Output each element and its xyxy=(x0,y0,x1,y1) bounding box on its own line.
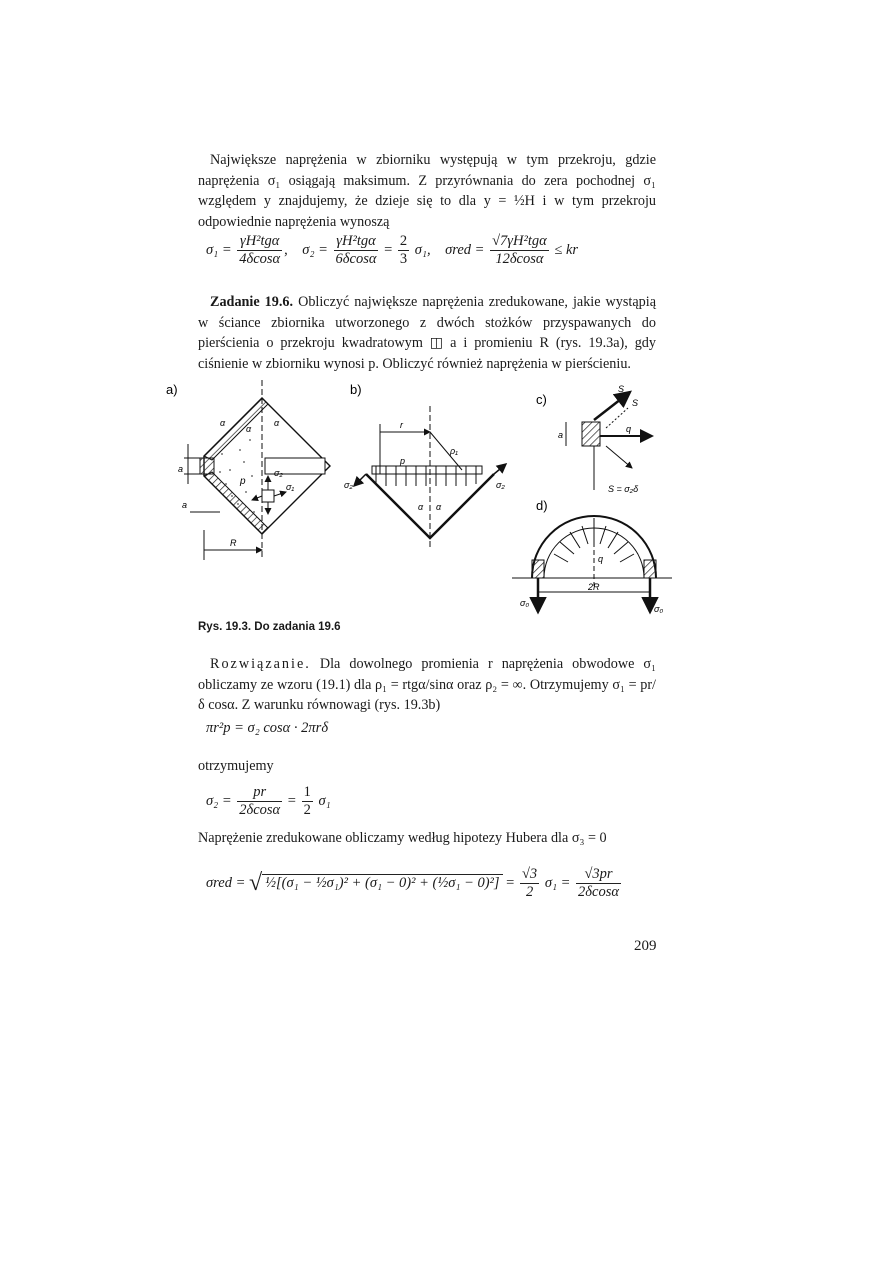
eq-two-thirds-den: 3 xyxy=(399,251,408,267)
eq3-half-den: 2 xyxy=(303,802,311,818)
eq-two-thirds xyxy=(398,233,409,268)
label-sigma2-b-left: σ₂ xyxy=(344,480,353,490)
label-a-vertical: a xyxy=(178,464,184,474)
figure-part-a xyxy=(166,380,330,560)
label-alpha-b1: α xyxy=(418,502,424,512)
label-S1-c: S xyxy=(618,384,625,394)
label-alpha-a1: α xyxy=(220,418,226,428)
figure-19-3 xyxy=(160,380,680,616)
figure-caption: Rys. 19.3. Do zadania 19.6 xyxy=(198,621,341,633)
eq4-f1-num: √3 xyxy=(521,866,538,882)
eq-sigma1-lhs: σ₁ = xyxy=(206,241,232,258)
huber-paragraph: Naprężenie zredukowane obliczamy według hipotezy Hubera dla σ₃ = 0 xyxy=(198,830,607,846)
eq-sred-lhs: σred = xyxy=(445,241,485,258)
eq4-fraction1 xyxy=(520,866,539,901)
eq-sigma1-den: 4δcosα xyxy=(239,251,281,267)
figure-part-d xyxy=(512,498,672,614)
label-S2-c: S xyxy=(632,398,639,408)
eq-sigma2-fraction xyxy=(334,233,379,268)
label-alpha-a3: α xyxy=(274,418,280,428)
label-a: a) xyxy=(166,382,178,397)
equation-sigma2 xyxy=(206,784,331,819)
eq3-num: pr xyxy=(237,784,282,802)
solution-label: Rozwiązanie. xyxy=(210,656,311,672)
solution-text: Dla dowolnego promienia r naprężenia obwodowe σ₁ obliczamy ze wzoru (19.1) dla ρ₁ = rtgα/sinα oraz ρ₂ = ∞. Otrzymujemy σ₁ = pr/δ cosα. Z warunku równowagi (rys. 19.3b) xyxy=(198,656,657,714)
task-label: Zadanie 19.6. xyxy=(210,294,294,310)
eq4-equals2: σ₁ = xyxy=(544,874,571,891)
eq3-equals: = xyxy=(287,792,296,809)
task-text: Obliczyć największe naprężenia zredukowane, jakie wystąpią w ściance zbiornika utworzonego z dwóch stożków przyspawanych do pierścienia o przekroju kwadratowym ◫ a i promieniu R (rys. 19.3a), gdy ciśnienie w zbiorniku wynosi p. Obliczyć również naprężenia w pierścieniu. xyxy=(198,294,656,372)
eq3-tail: σ₁ xyxy=(318,792,331,809)
otrzymujemy-text: otrzymujemy xyxy=(198,758,274,774)
label-a-c: a xyxy=(558,430,564,440)
figure-part-c xyxy=(536,384,652,494)
eq4-f2-den: 2δcosα xyxy=(578,884,619,900)
equation-sred-huber: σred = √ ½[(σ₁ − ½σ₁)² + (σ₁ − 0)² + (½σ₁ − 0)²] = $\frac{√3}{2}$ σ₁ = $\frac{√3pr}{2\delta\cos\alpha}$ xyxy=(206,866,619,900)
eq-sigma1-fraction xyxy=(237,233,282,268)
solution-paragraph xyxy=(198,654,656,716)
eq-sigma1-num: γH²tgα xyxy=(237,233,282,251)
task-paragraph xyxy=(198,292,656,374)
figure-part-b xyxy=(344,382,506,548)
intro-paragraph: Największe naprężenia w zbiorniku występują w tym przekroju, gdzie naprężenia σ₁ osiągają maksimum. Z przyrównania do zera pochodnej σ₁ względem y znajdujemy, że dzieje się to dla y = ½H i w tym przekroju odpowiednie naprężenia wynoszą xyxy=(198,152,656,230)
label-sigma0-left: σ₀ xyxy=(520,598,530,608)
label-c: c) xyxy=(536,392,547,407)
equation-max-stresses: σ₁ = $\frac{\text{γH²tgα}}{4\delta\cos\alpha}$ , σ₂ = $\frac{\text{γH²tgα}}{6\delta\cos\alpha}$ = $\frac{2}{3}$ σ₁, σred = $\frac{\text{√7γH²tgα}}{12\delta\cos\alpha}$ ≤ kr xyxy=(206,233,579,267)
eq4-radicand: ½[(σ₁ − ½σ₁)² + (σ₁ − 0)² + (½σ₁ − 0)²] xyxy=(262,874,502,892)
eq3-half xyxy=(302,784,313,819)
equation-equilibrium: πr²p = σ₂ cosα · 2πrδ xyxy=(206,720,329,736)
eq-sigma2-num: γH²tgα xyxy=(334,233,379,251)
eq3-den: 2δcosα xyxy=(239,802,281,818)
eq3-fraction xyxy=(237,784,282,819)
label-d: d) xyxy=(536,498,548,513)
eq3-half-num: 1 xyxy=(303,784,311,800)
eq-sigma2-equals: = xyxy=(384,241,393,258)
page-number: 209 xyxy=(634,938,657,954)
label-alpha-b2: α xyxy=(436,502,442,512)
label-sigma2-a: σ₂ xyxy=(274,468,283,478)
eq-sigma2-den: 6δcosα xyxy=(335,251,377,267)
label-p-a: p xyxy=(240,476,246,487)
label-q-d: q xyxy=(598,554,604,564)
label-2R-d: 2R xyxy=(588,582,600,592)
label-a-horizontal: a xyxy=(182,500,188,510)
eq-sred-tail: ≤ kr xyxy=(554,241,579,258)
eq4-f2-num: √3pr xyxy=(576,866,621,884)
eq-sred-fraction xyxy=(490,233,549,268)
label-sigma2-b-right: σ₂ xyxy=(496,480,505,490)
label-q-c: q xyxy=(626,424,632,434)
eq-sigma2-tail: σ₁, xyxy=(414,241,431,258)
label-R-a: R xyxy=(230,538,237,548)
label-b: b) xyxy=(350,382,362,397)
label-r-b: r xyxy=(400,420,403,430)
eq-sred-num: √7γH²tgα xyxy=(492,233,547,249)
eq4-lhs: σred = xyxy=(206,874,246,891)
label-S-equals-c: S = σ₂δ xyxy=(608,484,639,494)
label-sigma0-right: σ₀ xyxy=(654,604,664,614)
label-sigma1-a: σ₁ xyxy=(286,482,295,492)
label-rho1-b: ρ₁ xyxy=(450,446,458,456)
eq4-equals1: = xyxy=(506,874,515,891)
eq4-f1-den: 2 xyxy=(525,884,534,900)
eq3-lhs: σ₂ = xyxy=(206,792,232,809)
eq-sred-den: 12δcosα xyxy=(495,251,544,267)
eq-sigma2-lhs: σ₂ = xyxy=(302,241,328,258)
label-p-b: p xyxy=(400,456,406,466)
eq4-fraction2 xyxy=(576,866,621,901)
eq-two-thirds-num: 2 xyxy=(399,233,408,249)
label-alpha-a2: α xyxy=(246,424,252,434)
